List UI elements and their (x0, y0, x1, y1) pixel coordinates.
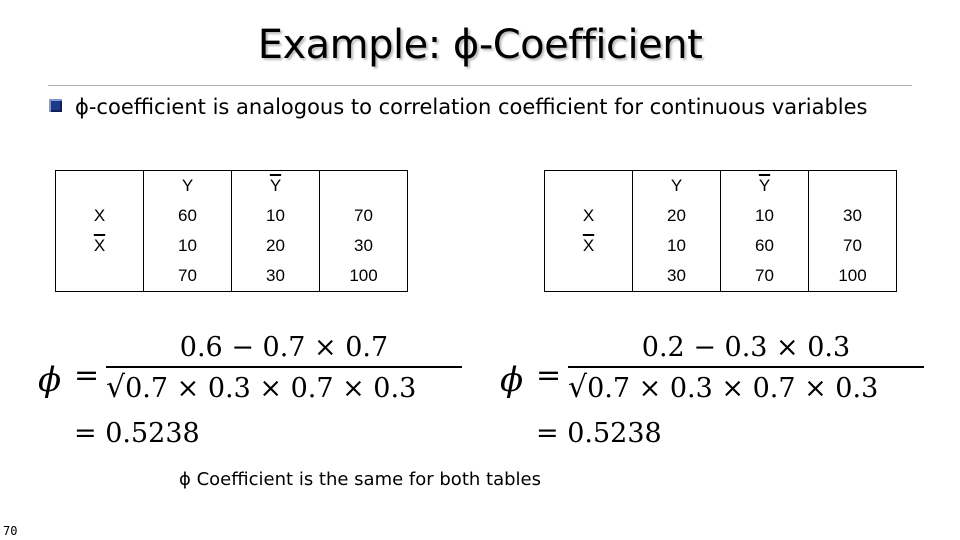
formula-result: = 0.5238 (536, 418, 662, 449)
phi-formula-1 (38, 330, 468, 450)
table-cell (320, 171, 408, 202)
footnote: ϕ Coefficient is the same for both tables (179, 469, 541, 490)
table-cell: 70 (144, 261, 232, 292)
table-row (56, 231, 408, 261)
table-cell: 30 (320, 231, 408, 261)
table-cell: 10 (232, 201, 320, 231)
table-cell: 70 (320, 201, 408, 231)
radicand: 0.7 × 0.3 × 0.7 × 0.3 (125, 373, 417, 404)
table-row (56, 201, 408, 231)
formula-result: = 0.5238 (74, 418, 200, 449)
slide-title: Example: ϕ-Coefficient (257, 22, 703, 68)
page-number: 70 (3, 524, 18, 538)
denominator (106, 366, 462, 408)
contingency-table-2 (544, 170, 897, 292)
table-header-row (545, 171, 897, 202)
table-cell: 60 (144, 201, 232, 231)
phi-symbol: ϕ (500, 360, 524, 400)
equals-sign: = (536, 358, 562, 393)
contingency-table-1 (55, 170, 408, 292)
table-cell: 20 (232, 231, 320, 261)
table-cell: 60 (721, 231, 809, 261)
table-cell (809, 171, 897, 202)
fraction (568, 330, 924, 408)
table-header-y-bar: $\overline{Y}$ (721, 171, 809, 202)
table-cell (545, 261, 633, 292)
table-cell: 70 (809, 231, 897, 261)
table-header-y: Y (144, 171, 232, 202)
table-header-row (56, 171, 408, 202)
phi-symbol: ϕ (38, 360, 62, 400)
numerator: 0.6 − 0.7 × 0.7 (179, 332, 389, 363)
sqrt-symbol: √ (106, 370, 126, 405)
radicand: 0.7 × 0.3 × 0.7 × 0.3 (587, 373, 879, 404)
sqrt-symbol: √ (568, 370, 588, 405)
bullet-square-icon (49, 99, 62, 112)
table-cell: 20 (633, 201, 721, 231)
table-cell: 70 (721, 261, 809, 292)
row-label-x-bar: $\overline{X}$ (545, 231, 633, 261)
phi-formula-2 (500, 330, 930, 450)
table-cell: 10 (144, 231, 232, 261)
row-label-x: X (56, 201, 144, 231)
table-row-total (545, 261, 897, 292)
fraction (106, 330, 462, 408)
table-cell: 10 (633, 231, 721, 261)
row-label-x-bar: $\overline{X}$ (56, 231, 144, 261)
table-cell: 100 (809, 261, 897, 292)
table-cell: 30 (232, 261, 320, 292)
table-cell (545, 171, 633, 202)
denominator (568, 366, 924, 408)
bullet-text: ϕ-coefficient is analogous to correlation coefficient for continuous variables (75, 95, 868, 119)
table-header-y-bar: $\overline{Y}$ (232, 171, 320, 202)
table-cell: 10 (721, 201, 809, 231)
table-cell: 30 (633, 261, 721, 292)
table-row (545, 201, 897, 231)
equals-sign: = (74, 358, 100, 393)
table-header-y: Y (633, 171, 721, 202)
table-cell: 30 (809, 201, 897, 231)
table-cell (56, 171, 144, 202)
table-row (545, 231, 897, 261)
title-divider (48, 85, 912, 86)
numerator: 0.2 − 0.3 × 0.3 (641, 332, 851, 363)
table-row-total (56, 261, 408, 292)
row-label-x: X (545, 201, 633, 231)
table-cell (56, 261, 144, 292)
table-cell: 100 (320, 261, 408, 292)
